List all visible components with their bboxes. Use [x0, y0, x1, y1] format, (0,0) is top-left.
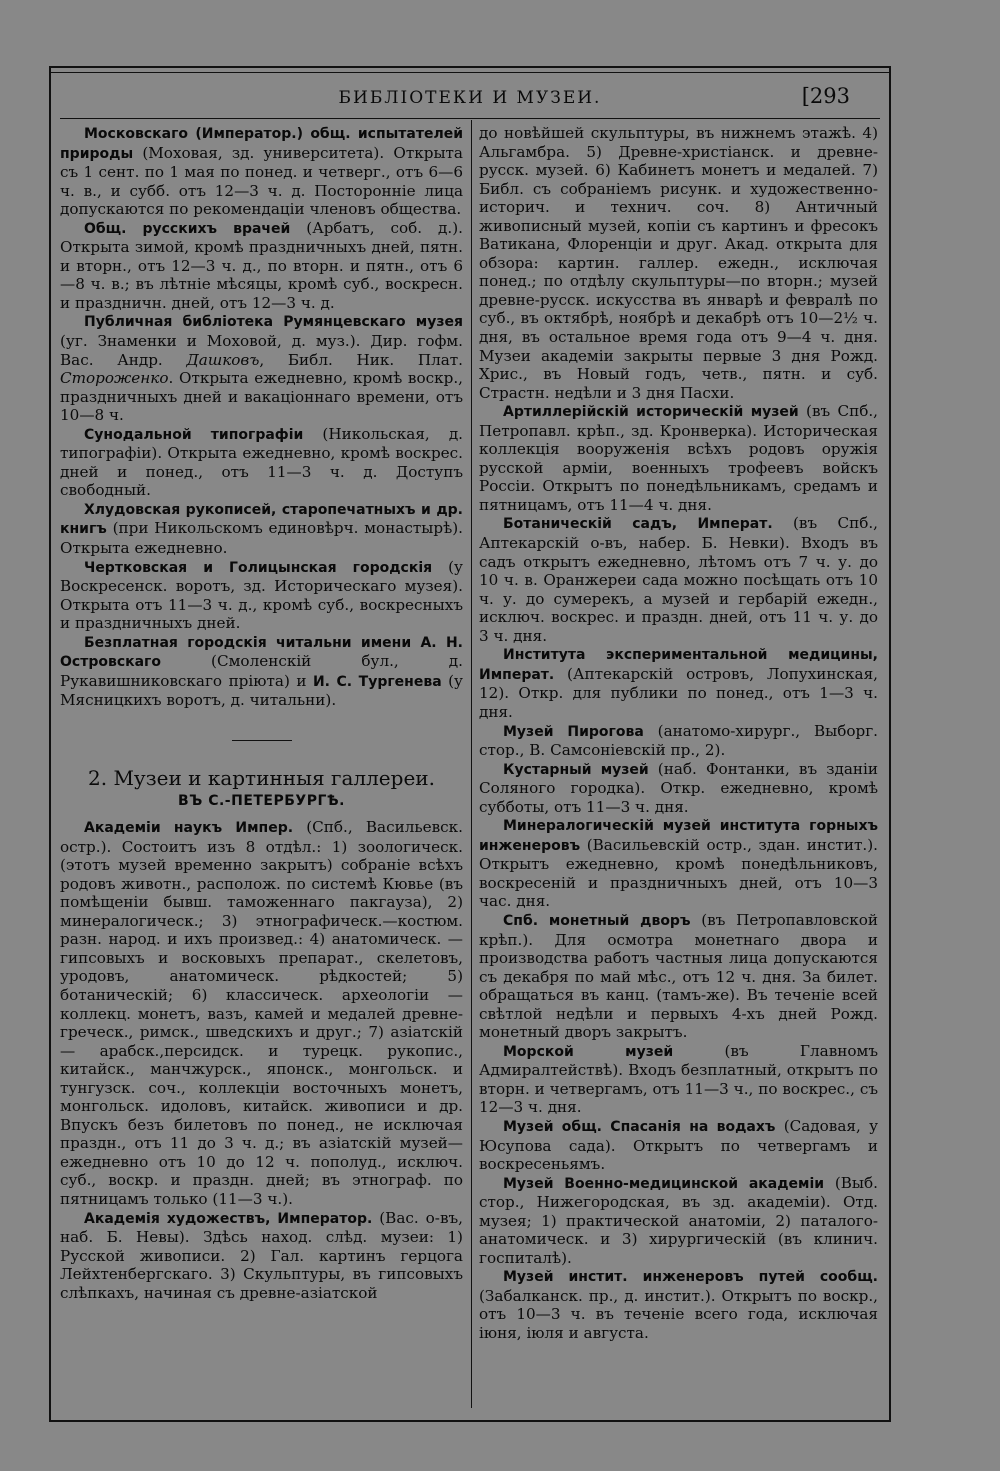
entry-academy-sciences: Академіи наукъ Импер. (Спб., Васильевск. остр.). Состоитъ изъ 8 отдѣл.: 1) зоологическ. (этотъ музей временно закрытъ) собраніе всѣхъ родовъ животн., располож. по системѣ Кювье (въ помѣщеніи бывш. таможеннаго пакгауза), 2) минералогическ.; 3) этнографическ.—костюм. разн. народ. и ихъ произвед.: 4) анатомическ. — гипсовыхъ и восковыхъ препарат., скелетовъ, уродовъ, анатомическ. рѣдкостей; 5) ботаническій; 6) классическ. археологіи — коллекц. монетъ, вазъ, камей и медалей древне-греческ., римск., шведскихъ и друг.; 7) азіатскій— арабск.,персидск. и турецк. рукопис., китайск., манчжурск., японск., монгольск. и тунгузск. соч., коллекціи восточныхъ монетъ, монгольск. идоловъ, китайск. живописи и др. Впускъ безъ билетовъ по понед., не исключая праздн., отъ 11 до 3 ч. д.; въ азіатскій музей—ежедневно отъ 10 до 12 ч. пополуд., исключ. суб., воскр. и праздн. дней; въ этнограф. по пятницамъ только (11—3 ч.).: [60, 818, 464, 1208]
entry-free-reading-rooms: Безплатная городскія читальни имени А. Н. Островскаго (Смоленскій бул., д. Рукавишниковскаго пріюта) и И. С. Тургенева (у Мясницкихъ воротъ, д. читальни).: [60, 634, 463, 710]
entry-chertkov-golitsyn: Чертковская и Голицынская городскія (у Воскресенск. воротъ, зд. Историческаго музея). Открыта отъ 11—3 ч. д., кромѣ суб., воскресныхъ и праздничныхъ дней.: [60, 557, 463, 633]
entry-railway-engineers-museum: Музей инстит. инженеровъ путей сообщ. (Забалканск. пр., д. инстит.). Открытъ по воскр., отъ 10—3 ч. въ теченіе всего года, исключая іюня, іюля и августа.: [479, 1269, 878, 1342]
entry-botanical-garden: Ботаническій садъ, Императ. (въ Спб., Аптекарскій о-въ, набер. Б. Невки). Входъ въ садъ открытъ ежедневно, лѣтомъ отъ 7 ч. у. до 10 ч. в. Оранжереи сада можно посѣщать отъ 10 ч. у. до сумерекъ, а музей и гербарій ежедн., исключ. воскрес. и праздн. дней, отъ 11 ч. у. до 3 ч. дня.: [479, 514, 878, 645]
page-frame-inner-rule: [49, 72, 891, 73]
running-head: [60, 84, 880, 114]
entry-russian-physicians: Общ. русскихъ врачей (Арбатъ, соб. д.). Открыта зимой, кромѣ праздничныхъ дней, пятн. и вторн., отъ 12—3 ч. д., по вторн. и пятн., отъ 6—8 ч. в.; въ лѣтніе мѣсяцы, кромѣ суб., воскресн. и праздничн. дней, отъ 12—3 ч. д.: [60, 218, 463, 312]
entry-mint: Спб. монетный дворъ (въ Петропавловской крѣп.). Для осмотра монетнаго двора и производства работъ частныя лица допускаются съ декабря по май мѣс., отъ 12 ч. дня. За билет. обращаться въ канц. (тамъ-же). Въ теченіе всей свѣтлой недѣли и первыхъ 4-хъ дней Рожд. монетный дворъ закрытъ.: [479, 910, 878, 1042]
entry-rumyantsev-library: Публичная библіотека Румянцевскаго музея (уг. Знаменки и Моховой, д. муз.). Дир. гофм. Вас. Андр. Дашковъ, Библ. Ник. Плат. Стороженко. Открыта ежедневно, кромѣ воскр., праздничныхъ дней и вакаціоннаго времени, отъ 10—8 ч.: [60, 314, 463, 425]
section-separator: [232, 740, 292, 741]
entry-moscow-naturalists: Московскаго (Император.) общ. испытателей природы (Моховая, зд. университета). Открыта съ 1 сент. по 1 мая по понед. и четверг., отъ 6—6 ч. в., и субб. отъ 12—3 ч. д. Посторонніе лица допускаются по рекомендаціи членовъ общества.: [60, 126, 463, 219]
entry-kustar-museum: Кустарный музей (наб. Фонтанки, въ зданіи Соляного городка). Откр. ежедневно, кромѣ субботы, отъ 11—3 ч. дня.: [479, 759, 878, 816]
section-subtitle: ВЪ С.-ПЕТЕРБУРГѢ.: [178, 792, 345, 809]
entry-khludov-library: Хлудовская рукописей, старопечатныхъ и др. книгъ (при Никольскомъ единовѣрч. монастырѣ). Открыта ежедневно.: [60, 501, 463, 558]
entry-academy-arts: Академія художествъ, Император. (Вас. о-въ, наб. Б. Невы). Здѣсь наход. слѣд. музеи: 1) Русской живописи. 2) Гал. картинъ герцога Лейхтенбергскаго. 3) Скульптуры, въ гипсовыхъ слѣпкахъ, начиная съ древне-азіатской: [60, 1208, 463, 1302]
column-divider: [471, 120, 472, 1408]
section-title: 2. Музеи и картинныя галлереи.: [88, 765, 435, 790]
entry-artillery-museum: Артиллерійскій историческій музей (въ Спб., Петропавл. крѣп., зд. Кронверка). Историческая коллекція вооруженія всѣхъ родовъ оружія русской арміи, военныхъ трофеевъ войскъ Россіи. Открытъ по понедѣльникамъ, средамъ и пятницамъ, отъ 11—4 ч. дня.: [479, 402, 878, 514]
page-number: [293: [801, 84, 850, 108]
entry-experimental-medicine: Института экспериментальной медицины, Императ. (Аптекарскій островъ, Лопухинская, 12). Откр. для публики по понед., отъ 1—3 ч. дня.: [479, 647, 878, 721]
running-head-title: БИБЛІОТЕКИ И МУЗЕИ.: [338, 88, 602, 108]
entry-naval-museum: Морской музей (въ Главномъ Адмиралтействѣ). Входъ безплатный, открытъ по вторн. и четвергамъ, отъ 11—3 ч., по воскрес., съ 12—3 ч. дня.: [479, 1041, 878, 1117]
header-rule: [60, 118, 880, 119]
entry-rescue-society-museum: Музей общ. Спасанія на водахъ (Садовая, у Юсупова сада). Открытъ по четвергамъ и воскресеньямъ.: [479, 1116, 879, 1174]
entry-academy-arts-continued: до новѣйшей скульптуры, въ нижнемъ этажѣ. 4) Альгамбра. 5) Древне-христіанск. и древне-русск. музей. 6) Кабинетъ монетъ и медалей. 7) Библ. съ собраніемъ рисунк. и художественно-историч. и технич. соч. 8) Античный живописный музей, копіи съ картинъ и фресокъ Ватикана, Флоренціи и друг. Акад. открыта для обзора: картин. галлер. ежедн., исключая понед.; по отдѣлу скульптуры—по вторн.; музей древне-русск. искусства въ январѣ и февралѣ по суб., въ октябрѣ, ноябрѣ и декабрѣ отъ 10—2½ ч. дня, въ остальное время года отъ 9—4 ч. дня. Музеи академіи закрыты первые 3 дня Рожд. Хрис., въ Новый годъ, четв., пятн. и суб. Страстн. недѣли и 3 дня Пасхи.: [479, 124, 878, 402]
entry-synodal-press: Сунодальной типографіи (Никольская, д. типографіи). Открыта ежедневно, кромѣ воскрес. дней и понед., отъ 11—3 ч. д. Доступъ свободный.: [60, 424, 464, 500]
right-column: [479, 124, 878, 1343]
entry-pirogov-museum: Музей Пирогова (анатомо-хирург., Выборг. стор., В. Самсоніевскій пр., 2).: [479, 721, 878, 760]
entry-mineralogical-museum: Минералогическій музей института горныхъ инженеровъ (Васильевскій остр., здан. инстит.). Открытъ ежедневно, кромѣ понедѣльниковъ, воскресеній и праздничныхъ дней, отъ 10—3 час. дня.: [479, 818, 878, 911]
left-column: [60, 124, 463, 1302]
entry-military-medical-museum: Музей Военно-медицинской академіи (Выб. стор., Нижегородская, въ зд. академіи). Отд. музея; 1) практической анатоміи, 2) паталого-анатомическ. и 3) хирургическій (въ клинич. госпиталѣ).: [479, 1173, 878, 1267]
